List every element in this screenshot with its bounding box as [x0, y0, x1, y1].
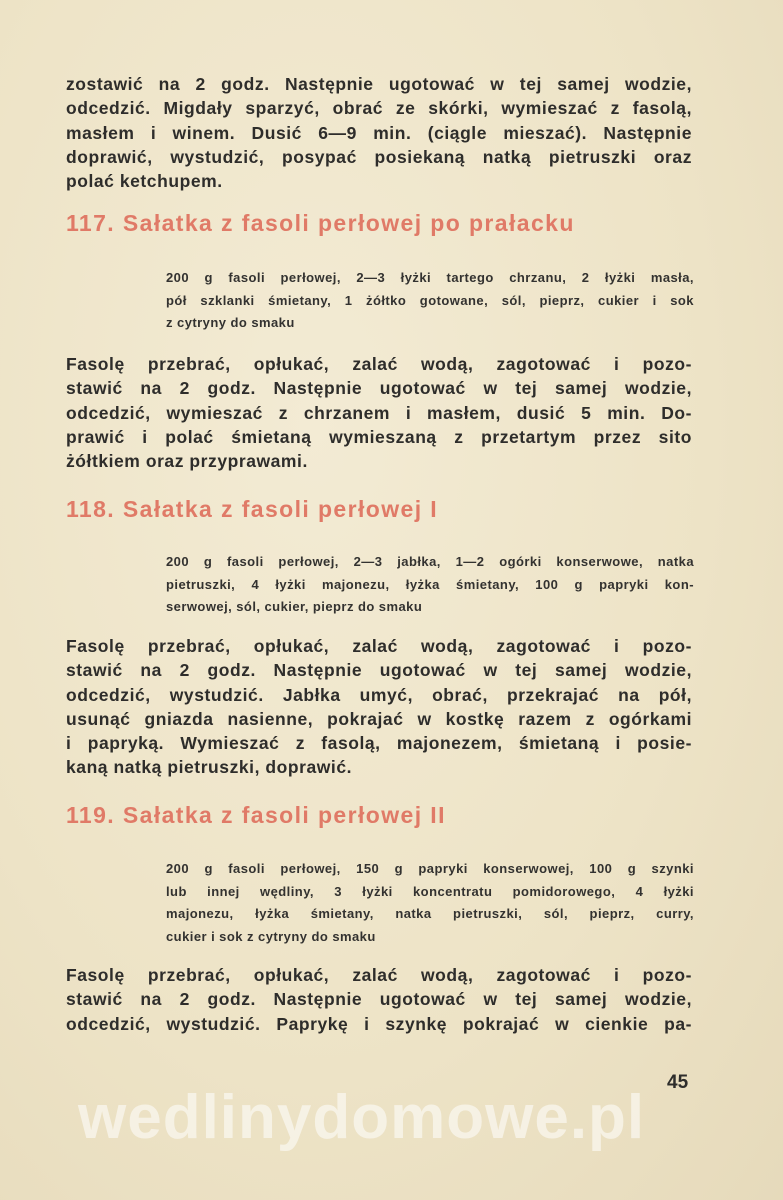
- recipe-body-119: [66, 963, 692, 1036]
- text-line: żółtkiem oraz przyprawami.: [66, 451, 308, 472]
- text-line: Fasolę przebrać, opłukać, zalać wodą, zagotować i pozo-: [66, 965, 692, 985]
- text-line: kaną natką pietruszki, doprawić.: [66, 757, 353, 778]
- recipe-title-117: 117. Sałatka z fasoli perłowej po prałacku: [66, 210, 575, 236]
- ingredient-line: 200 g fasoli perłowej, 150 g papryki konserwowej, 100 g szynki: [166, 861, 694, 876]
- text-line: prawić i polać śmietaną wymieszaną z przetartym przez sito: [66, 426, 692, 447]
- text-line: odcedzić, wystudzić. Paprykę i szynkę pokrajać w cienkie pa-: [66, 1013, 692, 1034]
- text-line: odcedzić, wystudzić. Jabłka umyć, obrać, przekrajać na pół,: [66, 684, 692, 705]
- ingredient-line: cukier i sok z cytryny do smaku: [166, 928, 376, 944]
- ingredient-line: 200 g fasoli perłowej, 2—3 łyżki tartego chrzanu, 2 łyżki masła,: [166, 270, 694, 285]
- recipe-title-119: 119. Sałatka z fasoli perłowej II: [66, 802, 446, 828]
- page-number: 45: [667, 1072, 689, 1093]
- text-line: polać ketchupem.: [66, 171, 223, 192]
- text-line: Fasolę przebrać, opłukać, zalać wodą, zagotować i pozo-: [66, 636, 692, 656]
- text-line: i papryką. Wymieszać z fasolą, majonezem, śmietaną i posie-: [66, 733, 692, 754]
- watermark-text: wedlinydomowe.pl: [78, 1083, 646, 1152]
- text-line: stawić na 2 godz. Następnie ugotować w tej samej wodzie,: [66, 989, 692, 1010]
- ingredients-118: [166, 551, 694, 619]
- text-line: odcedzić, wymieszać z chrzanem i masłem, dusić 5 min. Do-: [66, 402, 692, 423]
- recipe-body-117: [66, 352, 692, 473]
- text-line: usunąć gniazda nasienne, pokrajać w kostkę razem z ogórkami: [66, 708, 692, 729]
- ingredient-line: serwowej, sól, cukier, pieprz do smaku: [166, 599, 423, 614]
- text-line: masłem i winem. Dusić 6—9 min. (ciągle mieszać). Następnie: [66, 122, 692, 143]
- text-line: stawić na 2 godz. Następnie ugotować w tej samej wodzie,: [66, 660, 692, 681]
- text-line: Fasolę przebrać, opłukać, zalać wodą, zagotować i pozo-: [66, 354, 692, 374]
- text-line: stawić na 2 godz. Następnie ugotować w tej samej wodzie,: [66, 378, 692, 399]
- text-line: odcedzić. Migdały sparzyć, obrać ze skórki, wymieszać z fasolą,: [66, 98, 692, 119]
- text-line: doprawić, wystudzić, posypać posiekaną natką pietruszki oraz: [66, 146, 692, 167]
- recipe-title-118: 118. Sałatka z fasoli perłowej I: [66, 496, 439, 522]
- ingredient-line: z cytryny do smaku: [166, 315, 295, 330]
- intro-paragraph: [66, 72, 692, 193]
- text-line: zostawić na 2 godz. Następnie ugotować w tej samej wodzie,: [66, 74, 692, 94]
- ingredient-line: lub innej wędliny, 3 łyżki koncentratu pomidorowego, 4 łyżki: [166, 883, 694, 899]
- ingredient-line: majonezu, łyżka śmietany, natka pietruszki, sól, pieprz, curry,: [166, 906, 694, 921]
- ingredient-line: 200 g fasoli perłowej, 2—3 jabłka, 1—2 ogórki konserwowe, natka: [166, 554, 694, 569]
- ingredient-line: pół szklanki śmietany, 1 żółtko gotowane, sól, pieprz, cukier i sok: [166, 292, 694, 308]
- ingredient-line: pietruszki, 4 łyżki majonezu, łyżka śmietany, 100 g papryki kon-: [166, 576, 694, 592]
- ingredients-119: [166, 858, 694, 948]
- recipe-body-118: [66, 634, 692, 780]
- ingredients-117: [166, 267, 694, 335]
